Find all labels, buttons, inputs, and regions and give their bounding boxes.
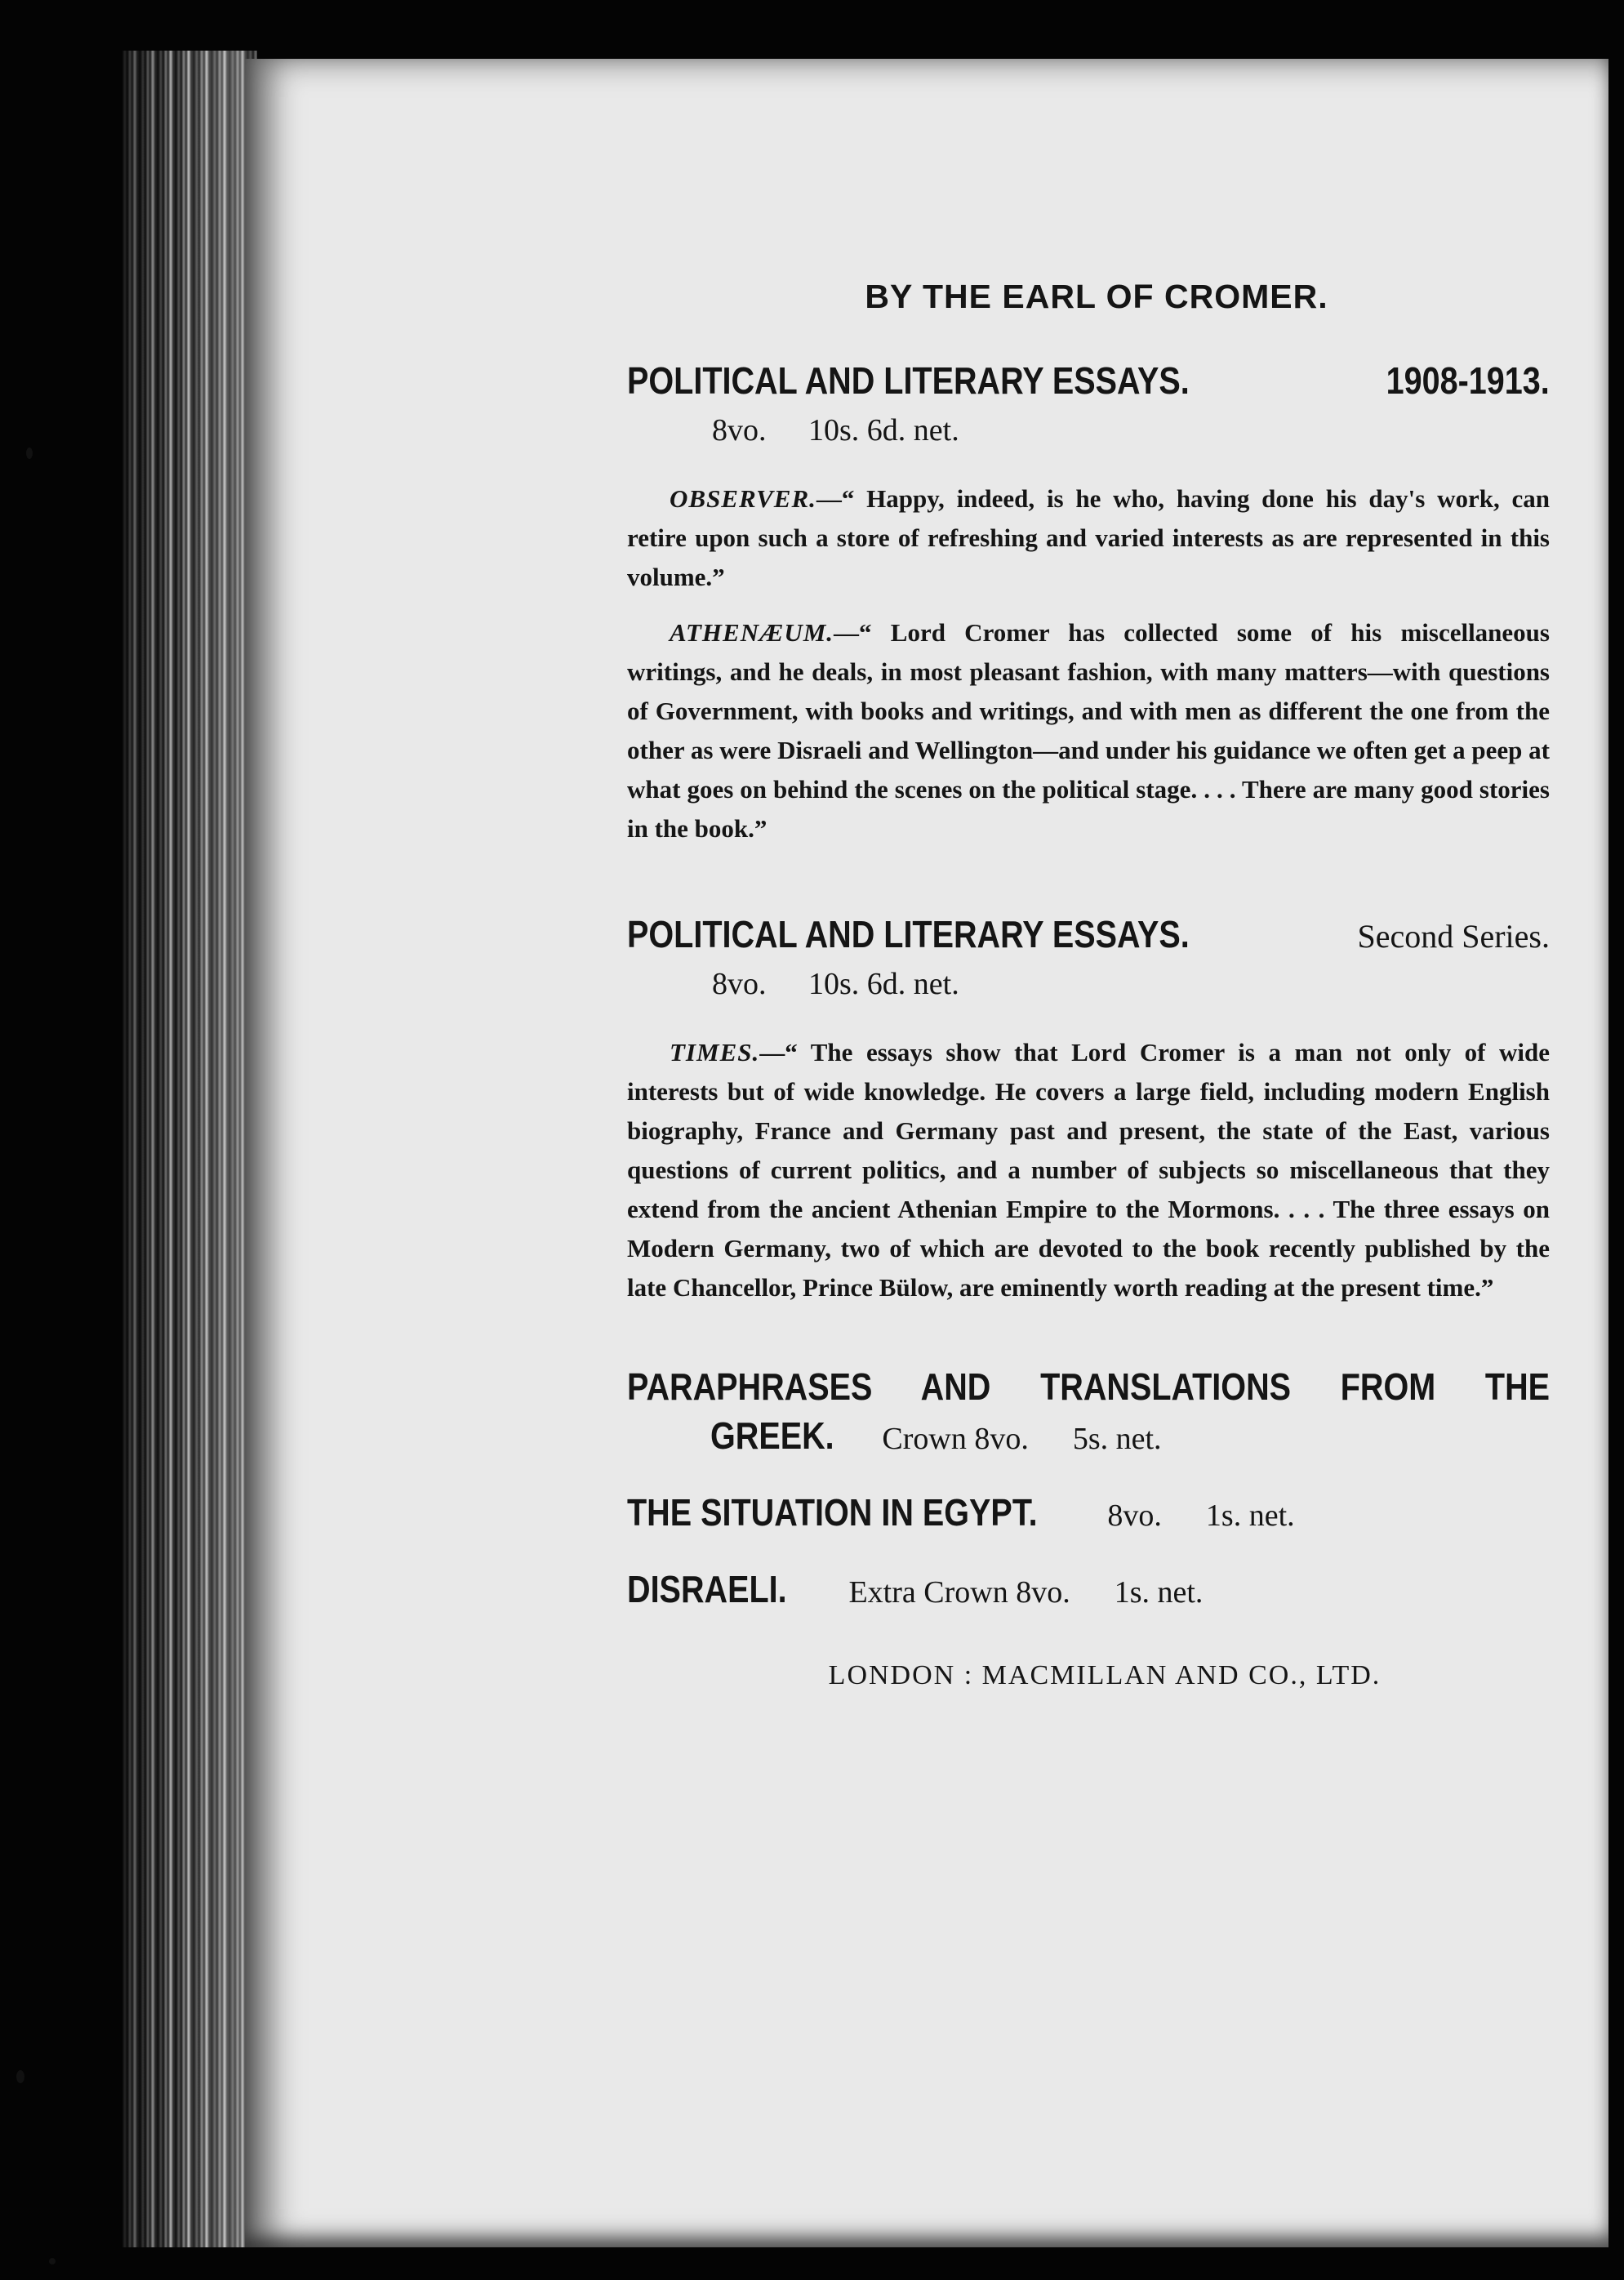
book-title-row (710, 1414, 1550, 1458)
book-format-price (712, 966, 1550, 1002)
review-quote (627, 1033, 1550, 1307)
book-title-row (627, 912, 1550, 956)
publisher-imprint: LONDON : MACMILLAN AND CO., LTD. (828, 1660, 1382, 1690)
review-text: —“ The essays show that Lord Cromer is a man not only of wide interests but of wide knowledge. He covers a large field, including modern English biography, France and Germany past and present, the state of the East, various questions of current politics, and a number of subjects so miscellaneous that they extend from the ancient Athenian Empire to the Mormons. . . . The three essays on Modern Germany, two of which are devoted to the book recently published by the late Chancellor, Prince Bülow, are eminently worth reading at the present time.” (627, 1038, 1550, 1302)
book-price: 1s. net. (1114, 1575, 1204, 1610)
review-quote (627, 479, 1550, 597)
book-title: GREEK. (710, 1414, 834, 1457)
book-title: THE SITUATION IN EGYPT. (627, 1491, 1038, 1534)
book-entry (627, 358, 1550, 848)
book-title: POLITICAL AND LITERARY ESSAYS. (627, 359, 1190, 402)
book-spine-edge (122, 51, 257, 2247)
book-series: Second Series. (1357, 918, 1550, 955)
book-entry (627, 912, 1550, 1307)
book-format: 8vo. (712, 413, 767, 448)
review-source: OBSERVER. (670, 484, 816, 513)
book-dates: 1908-1913. (1386, 359, 1550, 402)
book-format: Crown 8vo. (882, 1422, 1029, 1456)
scan-speck (16, 2070, 24, 2083)
book-format: 8vo. (712, 967, 767, 1001)
book-price: 5s. net. (1072, 1422, 1162, 1456)
book-title-row (627, 358, 1550, 403)
review-source: TIMES. (670, 1038, 760, 1067)
book-format: Extra Crown 8vo. (848, 1575, 1070, 1610)
book-title: PARAPHRASES AND TRANSLATIONS FROM THE (627, 1365, 1551, 1408)
book-price: 10s. 6d. net. (808, 413, 959, 448)
book-title: DISRAELI. (627, 1568, 787, 1610)
review-quote (627, 613, 1550, 848)
scan-speck (26, 448, 33, 459)
review-text: —“ Happy, indeed, is he who, having done his day's work, can retire upon such a store of refreshing and varied interests as are represented in this volume.” (627, 484, 1550, 591)
book-title: POLITICAL AND LITERARY ESSAYS. (627, 913, 1190, 955)
advertisement-content (627, 278, 1550, 1691)
review-text: —“ Lord Cromer has collected some of his miscellaneous writings, and he deals, in most pleasant fashion, with many matters—with questions of Government, with books and writings, and with men as different the one from the other as were Disraeli and Wellington—and under his guidance we often get a peep at what goes on behind the scenes on the political stage. . . . There are many good stories in the book.” (627, 618, 1550, 843)
book-entry (627, 1490, 1550, 1534)
book-price: 1s. net. (1205, 1498, 1295, 1533)
scan-speck (49, 2258, 56, 2264)
book-price: 10s. 6d. net. (808, 967, 959, 1001)
book-format-price (712, 412, 1550, 448)
review-source: ATHENÆUM. (670, 618, 834, 647)
book-entry (627, 1567, 1550, 1611)
author-heading: BY THE EARL OF CROMER. (865, 278, 1328, 315)
book-entry (627, 1365, 1550, 1458)
book-format: 8vo. (1107, 1498, 1162, 1533)
